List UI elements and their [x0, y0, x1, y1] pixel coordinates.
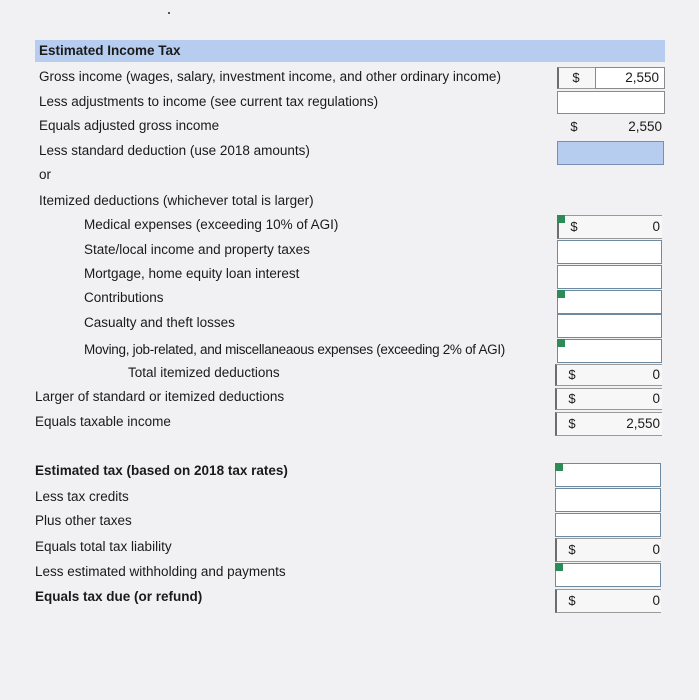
- state-local-input[interactable]: [557, 240, 662, 264]
- casualty-input[interactable]: [557, 314, 662, 338]
- adjustments-input[interactable]: [557, 91, 665, 114]
- other-taxes-input[interactable]: [555, 513, 661, 537]
- dot-mark: [168, 12, 170, 14]
- larger-value: 0: [652, 391, 660, 406]
- gross-income-label: Gross income (wages, salary, investment income, and other ordinary income): [39, 69, 501, 84]
- taxable-income-value: 2,550: [626, 416, 660, 431]
- contributions-input[interactable]: [557, 290, 662, 314]
- or-text: or: [39, 167, 52, 182]
- mortgage-input[interactable]: [557, 265, 662, 289]
- cell-marker: [555, 463, 563, 471]
- standard-deduction-input[interactable]: [557, 141, 664, 165]
- adjustments-label: Less adjustments to income (see current tax regulations): [39, 94, 379, 109]
- standard-deduction-label: Less standard deduction (use 2018 amounts): [39, 143, 310, 158]
- header-bar: [35, 40, 665, 62]
- cell-marker: [557, 290, 565, 298]
- dollar-sign: $: [570, 119, 578, 134]
- itemized-heading: Itemized deductions (whichever total is larger): [39, 193, 314, 208]
- tax-due-label: Equals tax due (or refund): [35, 589, 203, 604]
- total-itemized-label: Total itemized deductions: [128, 365, 280, 380]
- moving-input[interactable]: [557, 339, 662, 363]
- gross-income-value: 2,550: [595, 67, 665, 89]
- dollar-sign: $: [568, 391, 576, 406]
- other-taxes-label: Plus other taxes: [35, 513, 132, 528]
- estimated-tax-input[interactable]: [555, 463, 661, 487]
- mortgage-label: Mortgage, home equity loan interest: [84, 266, 300, 281]
- withholding-input[interactable]: [555, 563, 661, 587]
- total-itemized-value: 0: [652, 367, 660, 382]
- dollar-sign: $: [568, 542, 576, 557]
- larger-label: Larger of standard or itemized deductions: [35, 389, 285, 404]
- cell-marker: [555, 563, 563, 571]
- medical-value: 0: [652, 219, 660, 234]
- contributions-label: Contributions: [84, 290, 164, 305]
- withholding-label: Less estimated withholding and payments: [35, 564, 286, 579]
- taxable-income-label: Equals taxable income: [35, 414, 171, 429]
- tax-credits-label: Less tax credits: [35, 489, 129, 504]
- cell-marker: [557, 339, 565, 347]
- cell-marker: [557, 215, 565, 223]
- worksheet-title: Estimated Income Tax: [39, 43, 181, 58]
- dollar-sign: $: [568, 593, 576, 608]
- estimated-tax-label: Estimated tax (based on 2018 tax rates): [35, 463, 288, 478]
- agi-value: 2,550: [628, 119, 662, 134]
- total-liability-label: Equals total tax liability: [35, 539, 172, 554]
- dollar-sign: $: [570, 219, 578, 234]
- tax-credits-input[interactable]: [555, 488, 661, 512]
- moving-label: Moving, job-related, and miscellaneaous expenses (exceeding 2% of AGI): [84, 342, 506, 357]
- tax-due-value: 0: [652, 593, 660, 608]
- agi-label: Equals adjusted gross income: [39, 118, 220, 133]
- total-liability-value: 0: [652, 542, 660, 557]
- medical-label: Medical expenses (exceeding 10% of AGI): [84, 217, 339, 232]
- casualty-label: Casualty and theft losses: [84, 315, 235, 330]
- state-local-label: State/local income and property taxes: [84, 242, 310, 257]
- dollar-sign: $: [572, 70, 580, 85]
- dollar-sign: $: [568, 416, 576, 431]
- dollar-sign: $: [568, 367, 576, 382]
